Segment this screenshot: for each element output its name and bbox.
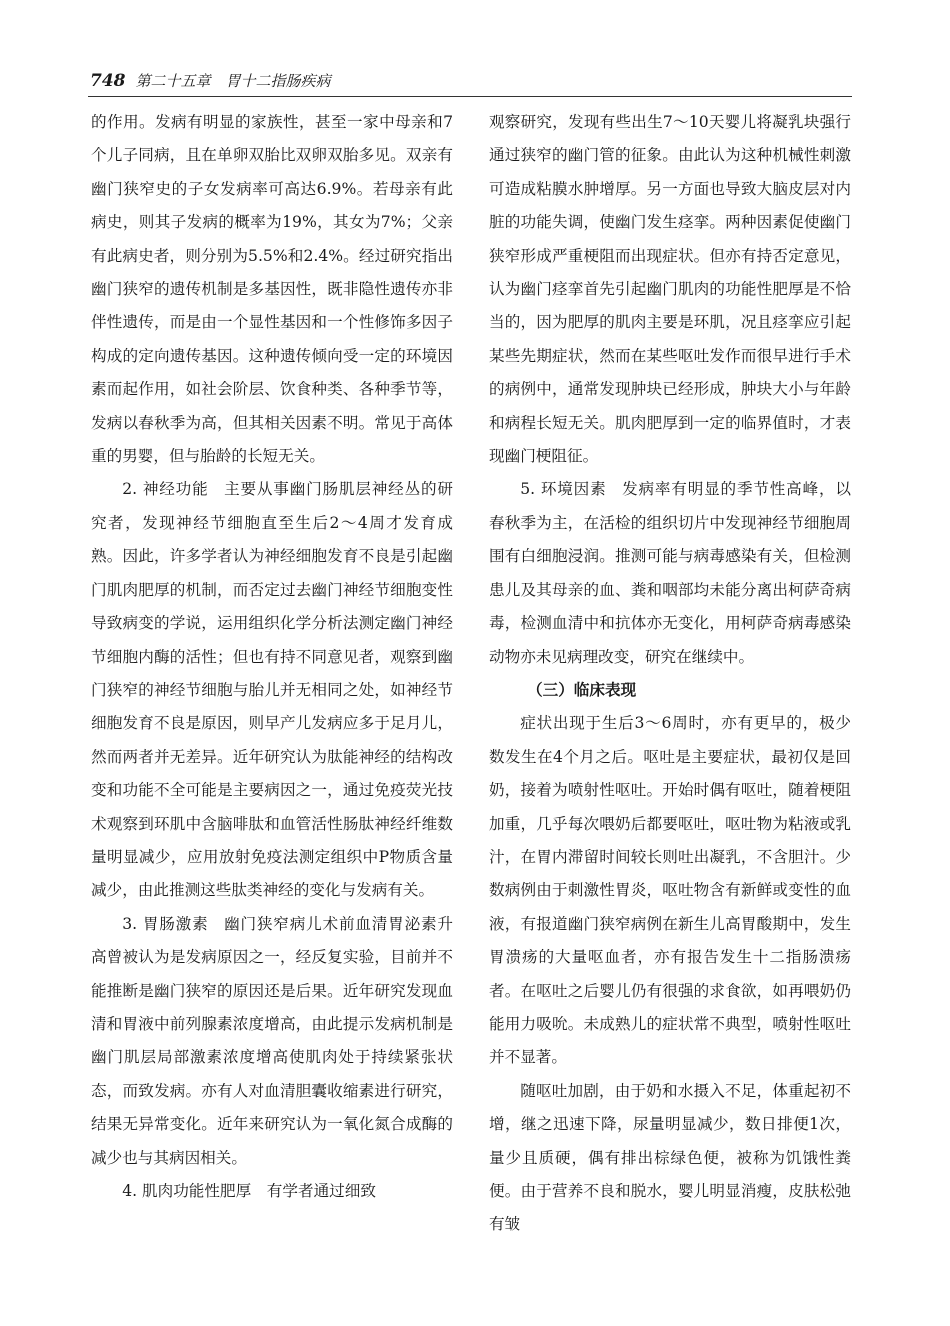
left-column bbox=[91, 106, 453, 1208]
running-header bbox=[90, 70, 331, 96]
paragraph-lead: 5. 环境因素 bbox=[520, 480, 607, 499]
paragraph-muscle-hypertrophy: 4. 肌肉功能性肥厚 有学者通过细致 bbox=[122, 1182, 376, 1200]
paragraph-lead: 2. 神经功能 bbox=[122, 480, 209, 499]
paragraph-symptoms: 症状出现于生后3～6周时，亦有更早的，极少数发生在4个月之后。呕吐是主要症状，最初仅是回奶，接着为喷射性呕吐。开始时偶有呕吐，随着梗阻加重，几乎每次喂奶后都要呕吐，呕吐物为粘液或乳汁，在胃内滞留时间较长则吐出凝乳，不含胆汁。少数病例由于刺激性胃炎，呕吐物含有新鲜或变性的血液，有报道幽门狭窄病例在新生儿高胃酸期中，发生胃溃疡的大量呕血者，亦有报告发生十二指肠溃疡者。在呕吐之后婴儿仍有很强的求食欲，如再喂奶仍能用力吸吮。未成熟儿的症状常不典型，喷射性呕吐并不显著。 bbox=[489, 714, 851, 1067]
right-column bbox=[489, 106, 851, 1242]
header-rule bbox=[88, 96, 852, 97]
page-number: 748 bbox=[90, 71, 126, 91]
paragraph-genetics: 的作用。发病有明显的家族性，甚至一家中母亲和7个儿子同病，且在单卵双胎比双卵双胎多见。双亲有幽门狭窄史的子女发病率可高达6.9%。若母亲有此病史，则其子发病的概率为19%，其女为7%；父亲有此病史者，则分别为5.5%和2.4%。经过研究指出幽门狭窄的遗传机制是多基因性，既非隐性遗传亦非伴性遗传，而是由一个显性基因和一个性修饰多因子构成的定向遗传基因。这种遗传倾向受一定的环境因素而起作用，如社会阶层、饮食种类、各种季节等，发病以春秋季为高，但其相关因素不明。常见于高体重的男婴，但与胎龄的长短无关。 bbox=[91, 113, 453, 466]
paragraph-environment: 5. 环境因素 发病率有明显的季节性高峰，以春秋季为主，在活检的组织切片中发现神经节细胞周围有白细胞浸润。推测可能与病毒感染有关，但检测患儿及其母亲的血、粪和咽部均未能分离出柯萨奇病毒，检测血清中和抗体亦无变化，用柯萨奇病毒感染动物亦未见病理改变，研究在继续中。 bbox=[489, 480, 851, 666]
section-title-clinical: （三）临床表现 bbox=[527, 680, 637, 699]
paragraph-lead: 3. 胃肠激素 bbox=[122, 914, 209, 933]
paragraph-observation: 观察研究，发现有些出生7～10天婴儿将凝乳块强行通过狭窄的幽门管的征象。由此认为这种机械性刺激可造成粘膜水肿增厚。另一方面也导致大脑皮层对内脏的功能失调，使幽门发生痉挛。两种因素促使幽门狭窄形成严重梗阻而出现症状。但亦有持否定意见，认为幽门痉挛首先引起幽门肌肉的功能性肥厚是不恰当的，因为肥厚的肌肉主要是环肌，况且痉挛应引起某些先期症状，然而在某些呕吐发作而很早进行手术的病例中，通常发现肿块已经形成，肿块大小与年龄和病程长短无关。肌肉肥厚到一定的临界值时，才表现幽门梗阻征。 bbox=[489, 113, 851, 466]
paragraph-weight-loss: 随呕吐加剧，由于奶和水摄入不足，体重起初不增，继之迅速下降，尿量明显减少，数日排便1次，量少且质硬，偶有排出棕绿色便，被称为饥饿性粪便。由于营养不良和脱水，婴儿明显消瘦，皮肤松弛有皱 bbox=[489, 1081, 851, 1234]
chapter-title: 第二十五章 胃十二指肠疾病 bbox=[135, 72, 331, 90]
paragraph-neural-function: 2. 神经功能 主要从事幽门肠肌层神经丛的研究者，发现神经节细胞直至生后2～4周才发育成熟。因此，许多学者认为神经细胞发育不良是引起幽门肌肉肥厚的机制，而否定过去幽门神经节细胞变性导致病变的学说，运用组织化学分析法测定幽门神经节细胞内酶的活性；但也有持不同意见者，观察到幽门狭窄的神经节细胞与胎儿并无相同之处，如神经节细胞发育不良是原因，则早产儿发病应多于足月儿，然而两者并无差异。近年研究认为肽能神经的结构改变和功能不全可能是主要病因之一，通过免疫荧光技术观察到环肌中含脑啡肽和血管活性肠肽神经纤维数量明显减少，应用放射免疫法测定组织中P物质含量减少，由此推测这些肽类神经的变化与发病有关。 bbox=[91, 480, 453, 900]
paragraph-gi-hormones: 3. 胃肠激素 幽门狭窄病儿术前血清胃泌素升高曾被认为是发病原因之一，经反复实验，目前并不能推断是幽门狭窄的原因还是后果。近年研究发现血清和胃液中前列腺素浓度增高，由此提示发病机制是幽门肌层局部激素浓度增高使肌肉处于持续紧张状态，而致发病。亦有人对血清胆囊收缩素进行研究，结果无异常变化。近年来研究认为一氧化氮合成酶的减少也与其病因相关。 bbox=[91, 914, 453, 1167]
paragraph-lead: 4. 肌肉功能性肥厚 bbox=[122, 1182, 252, 1200]
